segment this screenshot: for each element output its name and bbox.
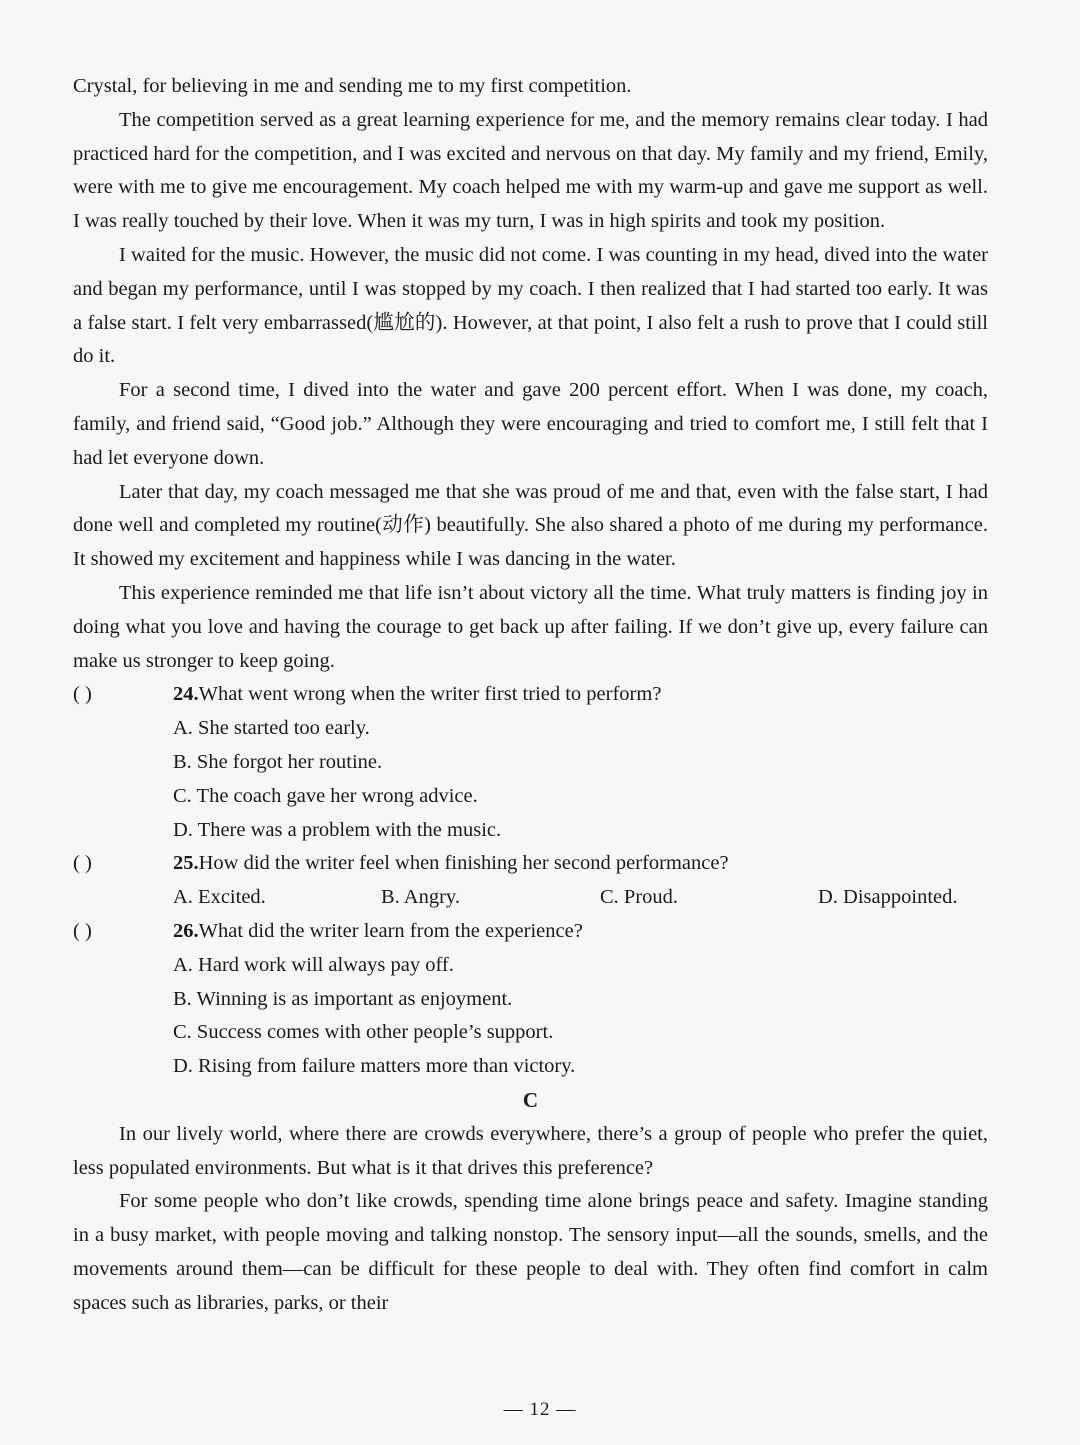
section-heading: C: [522, 1087, 539, 1112]
option-b: B. She forgot her routine.: [173, 750, 383, 773]
option-a: A. She started too early.: [173, 717, 370, 740]
paragraph: Crystal, for believing in me and sending me to my first competition.: [73, 75, 632, 97]
question-text: What did the writer learn from the experience?: [198, 919, 583, 942]
question-number: 25.: [173, 852, 199, 875]
answer-blank[interactable]: ( ): [73, 683, 92, 706]
option-d: D. Rising from failure matters more than victory.: [173, 1055, 576, 1078]
question-26: [73, 915, 988, 949]
page-number: — 12 —: [503, 1399, 577, 1420]
paragraph: This experience reminded me that life isn’t about victory all the time. What truly matters is finding joy in doing what you love and having the courage to get back up after failing. If we don’t give up, every failure can make us stronger to keep going.: [73, 581, 988, 672]
question-number: 26.: [173, 919, 199, 942]
answer-blank[interactable]: ( ): [73, 919, 92, 942]
page-body: [73, 70, 988, 1320]
paragraph: The competition served as a great learning experience for me, and the memory remains clear today. I had practiced hard for the competition, and I was excited and nervous on that day. My family and my friend, Emily, were with me to give me encouragement. My coach helped me with my warm-up and gave me support as well. I was really touched by their love. When it was my turn, I was in high spirits and took my position.: [73, 108, 988, 233]
question-24: [73, 678, 988, 712]
paragraph: For a second time, I dived into the water and gave 200 percent effort. When I was done, my coach, family, and friend said, “Good job.” Although they were encouraging and tried to comfort me, I still felt that I had let everyone down.: [73, 379, 988, 469]
option-a: A. Hard work will always pay off.: [173, 953, 454, 976]
option-b: B. Winning is as important as enjoyment.: [173, 987, 513, 1010]
option-c: C. Success comes with other people’s support.: [173, 1021, 554, 1044]
option-d: D. There was a problem with the music.: [173, 818, 502, 841]
question-text: What went wrong when the writer first tried to perform?: [198, 683, 662, 706]
option-d: D. Disappointed.: [818, 886, 958, 909]
paragraph: For some people who don’t like crowds, spending time alone brings peace and safety. Imagine standing in a busy market, with people moving and talking nonstop. The sensory input—all the sounds, smells, and the movements around them—can be difficult for these people to deal with. They often find comfort in calm spaces such as libraries, parks, or their: [73, 1190, 988, 1314]
answer-blank[interactable]: ( ): [73, 852, 92, 875]
paragraph: I waited for the music. However, the music did not come. I was counting in my head, dived into the water and began my performance, until I was stopped by my coach. I then realized that I had started too early. It was a false start. I felt very embarrassed(尴尬的). However, at that point, I also felt a rush to prove that I could still do it.: [73, 243, 988, 368]
question-text: How did the writer feel when finishing her second performance?: [198, 852, 729, 875]
option-b: B. Angry.: [381, 886, 460, 909]
options-row: [73, 881, 988, 915]
option-c: C. Proud.: [600, 886, 679, 909]
question-number: 24.: [173, 683, 199, 706]
question-25: [73, 847, 988, 881]
paragraph: Later that day, my coach messaged me that she was proud of me and that, even with the false start, I had done well and completed my routine(动作) beautifully. She also shared a photo of me during my performance. It showed my excitement and happiness while I was dancing in the water.: [73, 480, 988, 571]
option-c: C. The coach gave her wrong advice.: [173, 784, 478, 807]
paragraph: In our lively world, where there are crowds everywhere, there’s a group of people who prefer the quiet, less populated environments. But what is it that drives this preference?: [73, 1122, 988, 1179]
option-a: A. Excited.: [173, 886, 266, 909]
